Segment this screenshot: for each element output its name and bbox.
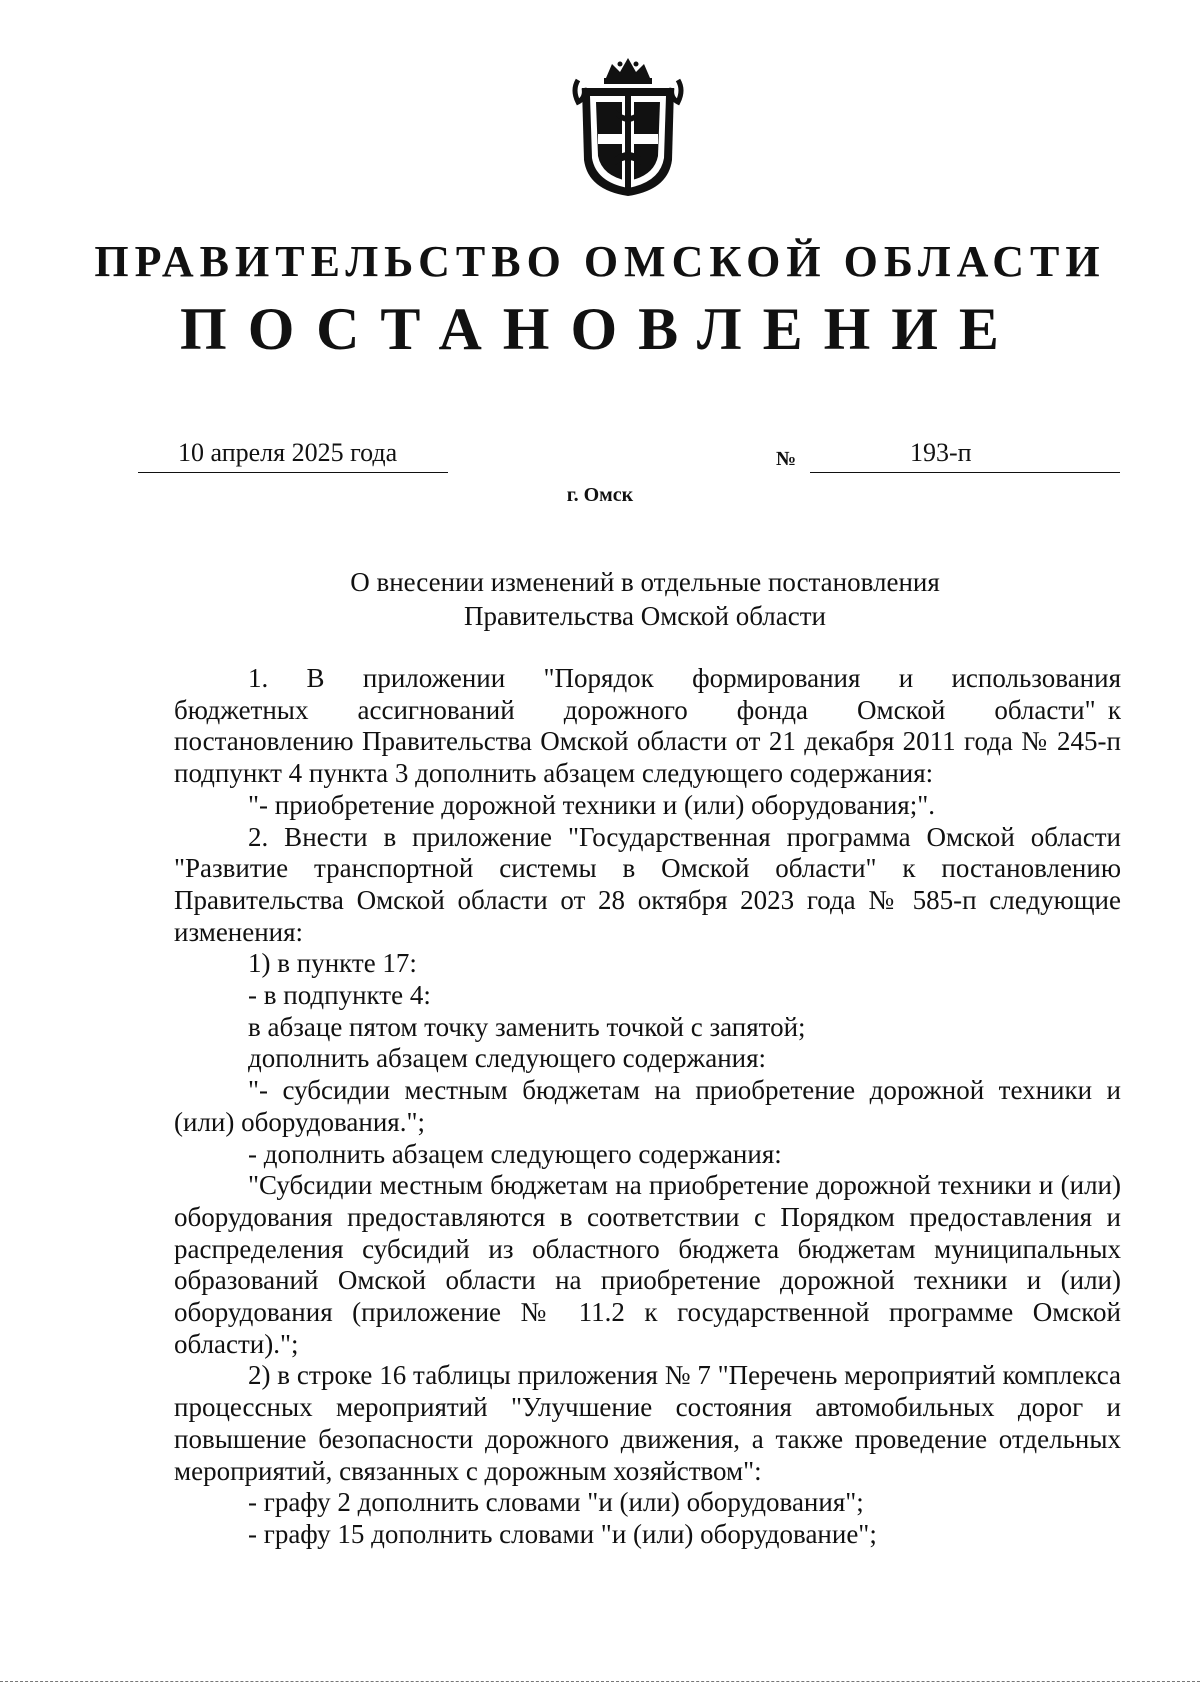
paragraph-2: "- приобретение дорожной техники и (или) оборудования;". — [248, 789, 935, 820]
date-field — [138, 438, 448, 473]
subject-line-1: О внесении изменений в отдельные постановления — [350, 567, 940, 597]
paragraph-6: в абзаце пятом точку заменить точкой с запятой; — [248, 1011, 806, 1042]
document-date: 10 апреля 2025 года — [178, 438, 398, 467]
coat-of-arms-icon — [568, 50, 688, 200]
number-label: № — [776, 448, 797, 470]
document-body — [174, 663, 1128, 1551]
paragraph-10: "Субсидии местным бюджетам на приобретение дорожной техники и (или) оборудования предоставляются в соответствии с Порядком предоставления и распределения субсидий из областного бюджета бюджетам муниципальных образований Омской области на приобретение дорожной техники и (или) оборудования (приложение № 11.2 к государственной программе Омской области)."; — [174, 1170, 1121, 1359]
document-type-title: ПОСТАНОВЛЕНИЕ — [180, 296, 1020, 362]
paragraph-3: 2. Внести в приложение "Государственная программа Омской области "Развитие транспортной системы в Омской области" к постановлению Правительства Омской области от 28 октября 2023 года № 585-п следующие изменения: — [174, 821, 1121, 947]
subject-line-2: Правительства Омской области — [464, 601, 826, 631]
city-label: г. Омск — [566, 484, 634, 506]
paragraph-13: - графу 15 дополнить словами "и (или) оборудование"; — [248, 1518, 877, 1549]
paragraph-5: - в подпункте 4: — [248, 980, 431, 1011]
organization-title: ПРАВИТЕЛЬСТВО ОМСКОЙ ОБЛАСТИ — [94, 237, 1106, 286]
paragraph-4: 1) в пункте 17: — [248, 948, 417, 979]
paragraph-12: - графу 2 дополнить словами "и (или) оборудования"; — [248, 1487, 864, 1518]
paragraph-1: 1. В приложении "Порядок формирования и использования бюджетных ассигнований дорожного фонда Омской области" к постановлению Правительства Омской области от 21 декабря 2011 года № 245-п подпункт 4 пункта 3 дополнить абзацем следующего содержания: — [174, 663, 1128, 789]
paragraph-7: дополнить абзацем следующего содержания: — [248, 1043, 767, 1074]
document-number: 193-п — [910, 438, 972, 467]
paragraph-8: "- субсидии местным бюджетам на приобретение дорожной техники и (или) оборудования."; — [174, 1075, 1121, 1137]
paragraph-9: - дополнить абзацем следующего содержания: — [248, 1138, 782, 1169]
number-field — [810, 438, 1120, 473]
document-subject — [0, 565, 1200, 633]
paragraph-11: 2) в строке 16 таблицы приложения № 7 "Перечень мероприятий комплекса процессных мероприятий "Улучшение состояния автомобильных дорог и повышение безопасности дорожного движения, а также проведение отдельных мероприятий, связанных с дорожным хозяйством": — [174, 1360, 1121, 1486]
page-footer-divider — [0, 1681, 1200, 1682]
